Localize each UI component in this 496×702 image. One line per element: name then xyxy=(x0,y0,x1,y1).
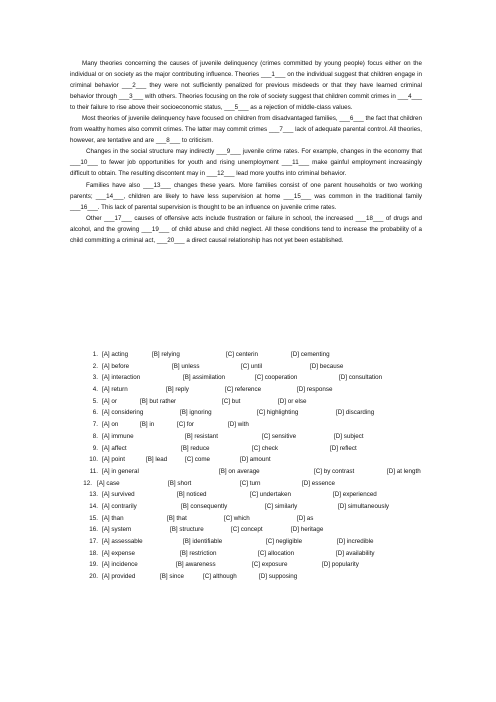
option-d: [D] cementing xyxy=(291,351,330,358)
question-11 xyxy=(85,466,445,478)
option-b: [B] reply xyxy=(166,386,189,394)
question-13 xyxy=(85,489,445,501)
question-number: 17. xyxy=(89,538,98,545)
option-a: [A] system xyxy=(102,526,132,534)
option-a: [A] considering xyxy=(102,409,144,417)
option-c: [C] but xyxy=(222,397,241,405)
option-c: [C] concept xyxy=(231,526,263,534)
option-a: [A] than xyxy=(102,514,124,522)
option-b: [B] awareness xyxy=(176,561,216,569)
option-b: [B] noticed xyxy=(177,491,207,499)
option-b: [B] identifiable xyxy=(183,538,223,545)
option-b: [B] that xyxy=(167,514,187,522)
option-d: [D] with xyxy=(228,421,249,429)
option-b: [B] resistant xyxy=(185,432,218,440)
option-a: [A] survived xyxy=(102,491,135,499)
option-b: [B] unless xyxy=(172,362,200,370)
question-number: 9. xyxy=(92,444,98,452)
option-d: [D] heritage xyxy=(291,526,324,534)
question-1 xyxy=(85,349,445,361)
option-a: [A] incidence xyxy=(102,561,138,569)
option-d: [D] essence xyxy=(302,479,336,487)
question-6 xyxy=(85,407,445,419)
question-19 xyxy=(85,559,445,571)
question-number: 11. xyxy=(89,467,98,475)
option-c: [C] check xyxy=(252,444,279,452)
option-a: [A] assessable xyxy=(102,538,143,545)
question-number: 19. xyxy=(89,561,98,569)
passage-paragraph: Most theories of juvenile delinquency have focused on children from disadvantaged families, ___6___ the fact that children from wealthy homes also commit crimes. The latter may commit crimes ___7___ lack of adequate parental control. All theories, however, are tentative and are ___8___ to criticism. xyxy=(70,115,422,145)
option-b: [B] short xyxy=(168,479,192,487)
option-b: [B] structure xyxy=(170,526,204,534)
question-16 xyxy=(85,524,445,536)
option-a: [A] on xyxy=(102,421,119,429)
option-a: [A] acting xyxy=(102,351,129,358)
option-d: [D] simultaneously xyxy=(338,502,390,510)
option-c: [C] for xyxy=(177,421,195,429)
option-d: [D] as xyxy=(297,514,314,522)
option-d: [D] popularity xyxy=(322,561,359,569)
option-c: [C] come xyxy=(185,456,211,464)
option-a: [A] interaction xyxy=(102,374,141,382)
question-number: 7. xyxy=(92,421,98,429)
option-c: [C] cooperation xyxy=(255,374,298,382)
question-14 xyxy=(85,501,445,513)
option-b: [B] in xyxy=(140,421,155,429)
option-a: [A] affect xyxy=(102,444,127,452)
passage-paragraph: Changes in the social structure may indirectly ___9___ juvenile crime rates. For example, changes in the economy that ___10___ to fewer job opportunities for youth and rising unemployment ___11___ make gainful employment increasingly difficult to obtain. The resulting discontent may in ___12___ lead more youths into criminal behavior. xyxy=(70,148,422,178)
option-a: [A] or xyxy=(102,397,117,405)
question-number: 12. xyxy=(83,479,92,487)
option-d: [D] response xyxy=(297,386,333,394)
option-c: [C] turn xyxy=(240,479,261,487)
option-d: [D] or else xyxy=(278,397,307,405)
option-c: [C] reference xyxy=(225,386,262,394)
passage-paragraph: Other ___17___ causes of offensive acts include frustration or failure in school, the increased ___18___ of drugs and alcohol, and the growing ___19___ of child abuse and child neglect. All these conditions tend to increase the probability of a child committing a criminal act, ___20___ a direct causal relationship has not yet been established. xyxy=(70,214,422,244)
option-d: [D] supposing xyxy=(259,573,298,581)
question-7 xyxy=(85,419,445,431)
option-b: [B] ignoring xyxy=(180,409,212,417)
question-20 xyxy=(85,571,445,583)
option-c: [C] allocation xyxy=(258,549,295,557)
question-number: 3. xyxy=(92,374,98,382)
question-number: 1. xyxy=(92,351,98,358)
question-number: 16. xyxy=(89,526,98,534)
option-a: [A] return xyxy=(102,386,128,394)
option-c: [C] although xyxy=(203,573,237,581)
question-number: 8. xyxy=(92,432,98,440)
question-3 xyxy=(85,372,445,384)
passage-paragraph: Many theories concerning the causes of juvenile delinquency (crimes committed by young people) focus either on the individual or on society as the major contributing influence. Theories ___1___ on the individual suggest that children engage in criminal behavior ___2___ they were not sufficiently penalized for previous misdeeds or that they have learned criminal behavior through ___3___ with others. Theories focusing on the role of society suggest that children commit crimes in ___4___ to their failure to rise above their socioeconomic status, ___5___ as a rejection of middle-class values. xyxy=(70,60,422,112)
option-b: [B] since xyxy=(160,573,184,581)
option-d: [D] availability xyxy=(336,549,375,557)
option-b: [B] assimilation xyxy=(183,374,226,382)
option-a: [A] expense xyxy=(102,549,136,557)
question-number: 20. xyxy=(89,573,98,581)
option-c: [C] exposure xyxy=(252,561,288,569)
question-number: 10. xyxy=(89,456,98,464)
question-12 xyxy=(85,478,445,490)
option-c: [C] highlighting xyxy=(257,409,299,417)
question-number: 2. xyxy=(92,362,98,370)
option-a: [A] point xyxy=(102,456,125,464)
option-a: [A] provided xyxy=(102,573,136,581)
question-number: 13. xyxy=(89,491,98,499)
option-c: [C] centerin xyxy=(226,351,258,358)
option-b: [B] restriction xyxy=(180,549,217,557)
option-c: [C] negligible xyxy=(266,538,303,545)
question-number: 6. xyxy=(92,409,98,417)
option-c: [C] by contrast xyxy=(314,467,355,475)
option-b: [B] lead xyxy=(146,456,168,464)
option-a: [A] case xyxy=(97,479,120,487)
option-b: [B] reduce xyxy=(181,444,210,452)
option-c: [C] which xyxy=(224,514,250,522)
option-a: [A] contrarily xyxy=(102,502,137,510)
question-2 xyxy=(85,361,445,373)
option-d: [D] amount xyxy=(240,456,271,464)
question-number: 15. xyxy=(89,514,98,522)
option-a: [A] before xyxy=(102,362,130,370)
question-18 xyxy=(85,548,445,560)
question-17 xyxy=(85,536,445,548)
question-number: 18. xyxy=(89,549,98,557)
option-d: [D] experienced xyxy=(333,491,377,499)
option-c: [C] sensitive xyxy=(262,432,297,440)
option-a: [A] in general xyxy=(102,467,139,475)
option-d: [D] discarding xyxy=(336,409,375,417)
question-10 xyxy=(85,454,445,466)
question-9 xyxy=(85,443,445,455)
option-d: [D] incredible xyxy=(337,538,374,545)
option-c: [C] until xyxy=(241,362,263,370)
option-b: [B] relying xyxy=(152,351,180,358)
question-4 xyxy=(85,384,445,396)
option-b: [B] on average xyxy=(219,467,260,475)
passage xyxy=(70,58,422,246)
option-b: [B] consequently xyxy=(181,502,228,510)
option-d: [D] subject xyxy=(334,432,364,440)
option-c: [C] similarly xyxy=(265,502,298,510)
question-number: 14. xyxy=(89,502,98,510)
question-number: 4. xyxy=(92,386,98,394)
option-a: [A] immune xyxy=(102,432,134,440)
option-d: [D] at length xyxy=(387,467,421,475)
passage-paragraph: Families have also ___13___ changes these years. More families consist of one parent households or two working parents; ___14___, children are likely to have less supervision at home ___15___ was common in the traditional family ___16___. This lack of parental supervision is thought to be an influence on juvenile crime rates. xyxy=(70,181,422,211)
option-b: [B] but rather xyxy=(140,397,177,405)
option-d: [D] reflect xyxy=(330,444,357,452)
option-d: [D] because xyxy=(310,362,344,370)
question-number: 5. xyxy=(92,397,98,405)
question-8 xyxy=(85,431,445,443)
option-d: [D] consultation xyxy=(339,374,383,382)
question-list xyxy=(85,349,445,583)
question-5 xyxy=(85,396,445,408)
question-15 xyxy=(85,513,445,525)
option-c: [C] undertaken xyxy=(250,491,291,499)
